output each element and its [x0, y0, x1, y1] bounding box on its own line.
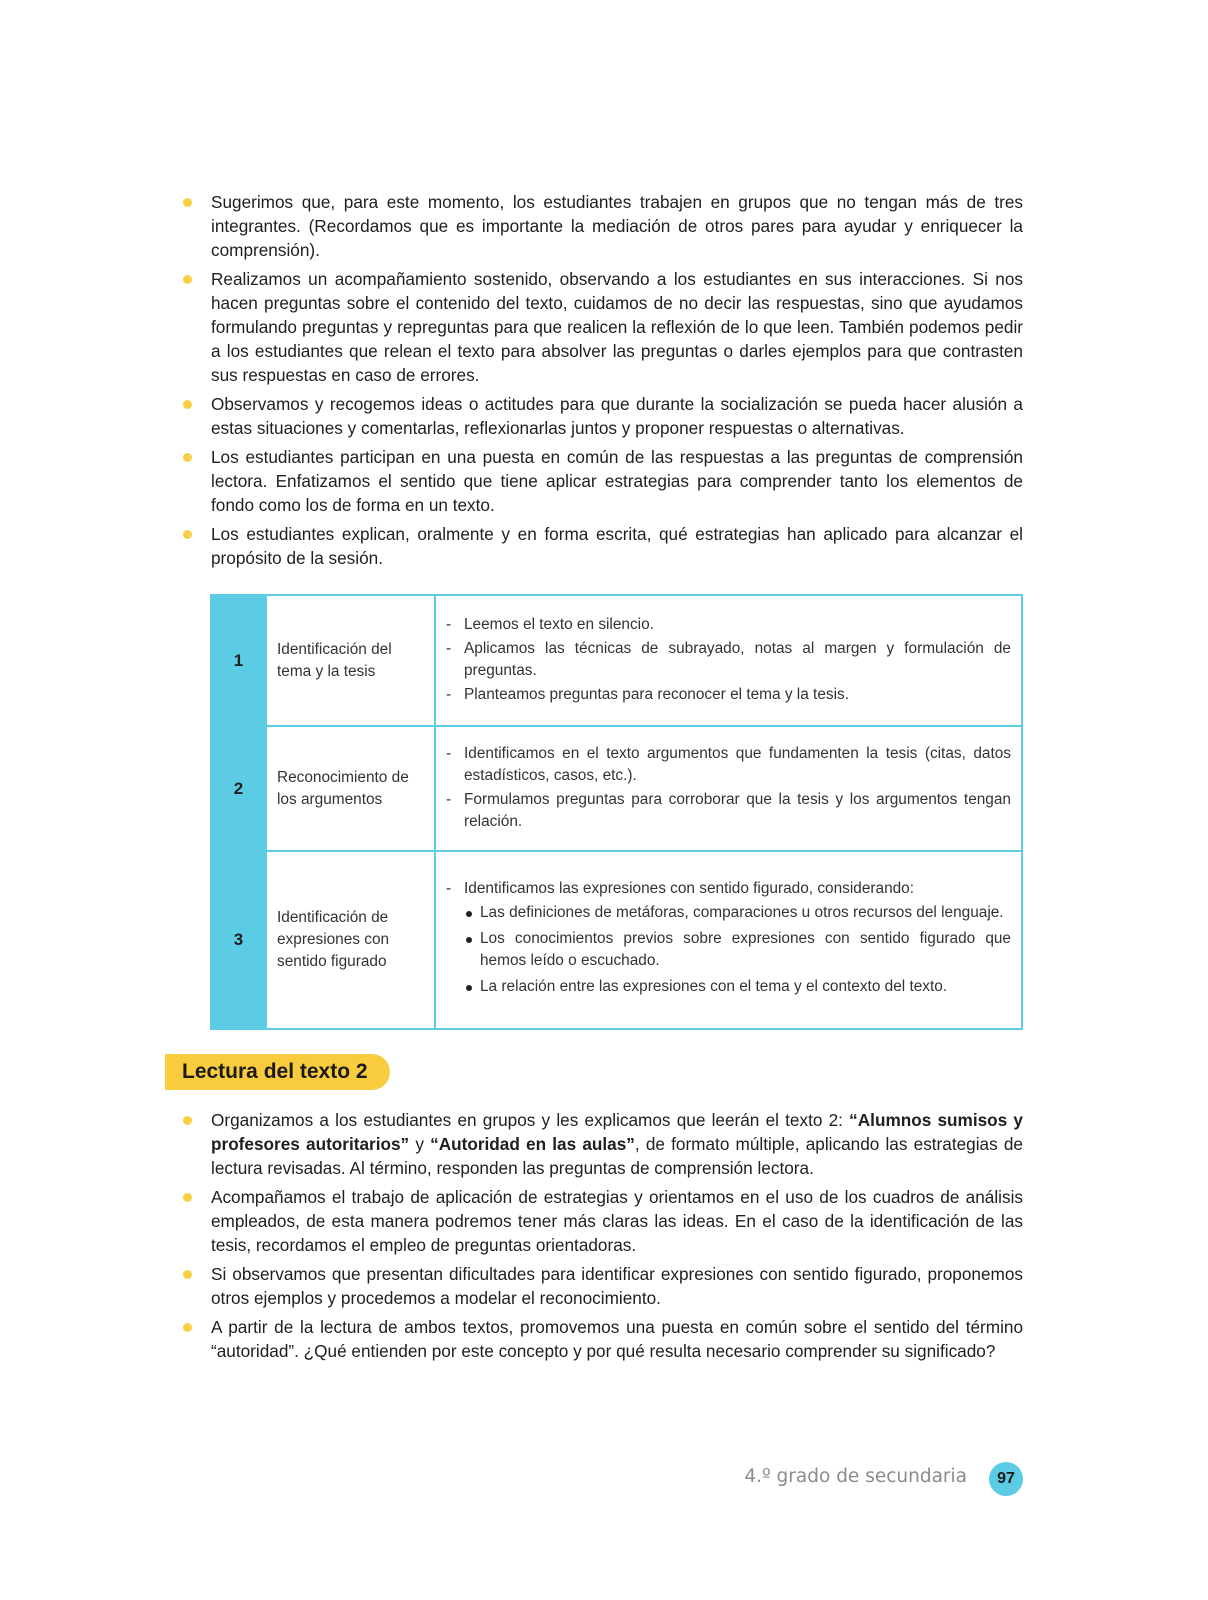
bullet-dot-icon: [183, 1193, 192, 1202]
table-row: [211, 726, 1022, 851]
row-number: 2: [211, 726, 266, 851]
sub-list: [464, 902, 1011, 998]
list-item: Los estudiantes participan en una puesta en común de las respuestas a las preguntas de comprensión lectora. Enfatizamos el sentido que tiene aplicar estrategias para comprender tanto los elementos de fondo como los de forma en un texto.: [183, 445, 1023, 517]
list-item: - Leemos el texto en silencio.: [446, 615, 654, 633]
page-content: [183, 190, 1023, 1368]
bullet-dot-icon: [183, 453, 192, 462]
list-item: A partir de la lectura de ambos textos, promovemos una puesta en común sobre el sentido del término “autoridad”. ¿Qué entienden por este concepto y por qué resulta necesario comprender su significado?: [183, 1315, 1023, 1363]
bullet-dot-icon: [183, 400, 192, 409]
list-item: - Identificamos en el texto argumentos que fundamenten la tesis (citas, datos estadísticos, casos, etc.).: [446, 744, 1011, 784]
strategy-steps: [435, 595, 1022, 726]
bullet-dot-icon: [183, 198, 192, 207]
grade-label: 4.º grado de secundaria: [744, 1466, 967, 1487]
bullet-dot-icon: [183, 275, 192, 284]
bullet-dot-icon: [466, 937, 472, 943]
bullet-dot-icon: [183, 1323, 192, 1332]
list-item: Si observamos que presentan dificultades para identificar expresiones con sentido figurado, proponemos otros ejemplos y procedemos a modelar el reconocimiento.: [183, 1262, 1023, 1310]
strategy-table: [210, 594, 1023, 1030]
row-number: 1: [211, 595, 266, 726]
list-item: - Aplicamos las técnicas de subrayado, notas al margen y formulación de preguntas.: [446, 639, 1011, 679]
row-number: 3: [211, 851, 266, 1029]
list-item: - Formulamos preguntas para corroborar que la tesis y los argumentos tengan relación.: [446, 790, 1011, 830]
list-item: - Planteamos preguntas para reconocer el tema y la tesis.: [446, 685, 849, 703]
list-item: - Identificamos las expresiones con sentido figurado, considerando: Las definiciones de metáforas, comparaciones u otros recursos del lenguaje. Los conocimientos previos sobre expresiones con sentido figurado que hemos leído o escuchado. La relación entre las expresiones con el tema y el contexto del texto.: [446, 878, 1011, 998]
bullet-dot-icon: [466, 985, 472, 991]
page-footer: [700, 1462, 1023, 1498]
strategy-name: Reconocimiento de los argumentos: [266, 726, 435, 851]
table-row: [211, 595, 1022, 726]
list-item: Organizamos a los estudiantes en grupos y les explicamos que leerán el texto 2: “Alumnos sumisos y profesores autoritarios” y “Autoridad en las aulas”, de formato múltiple, aplicando las estrategias de lectura revisadas. Al término, responden las preguntas de comprensión lectora.: [183, 1108, 1023, 1180]
table-row: [211, 851, 1022, 1029]
bullet-dot-icon: [183, 1116, 192, 1125]
bullet-dot-icon: [183, 530, 192, 539]
bullet-dot-icon: [183, 1270, 192, 1279]
list-item: La relación entre las expresiones con el tema y el contexto del texto.: [464, 976, 1011, 998]
reading-bullet-list: [183, 1108, 1023, 1363]
list-item: Las definiciones de metáforas, comparaciones u otros recursos del lenguaje.: [464, 902, 1011, 924]
list-item: Acompañamos el trabajo de aplicación de estrategias y orientamos en el uso de los cuadros de análisis empleados, de esta manera podremos tener más claras las ideas. En el caso de la identificación de las tesis, recordamos el empleo de preguntas orientadoras.: [183, 1185, 1023, 1257]
strategy-name: Identificación del tema y la tesis: [266, 595, 435, 726]
strategy-name: Identificación de expresiones con sentido figurado: [266, 851, 435, 1029]
intro-bullet-list: [183, 190, 1023, 570]
list-item: Los conocimientos previos sobre expresiones con sentido figurado que hemos leído o escuchado.: [464, 928, 1011, 972]
page-number: 97: [989, 1462, 1023, 1496]
strategy-steps: [435, 851, 1022, 1029]
list-item: Realizamos un acompañamiento sostenido, observando a los estudiantes en sus interacciones. Si nos hacen preguntas sobre el contenido del texto, cuidamos de no decir las respuestas, sino que ayudamos formulando preguntas y repreguntas para que realicen la reflexión de lo que leen. También podemos pedir a los estudiantes que relean el texto para absolver las preguntas o darles ejemplos para que contrasten sus respuestas en caso de errores.: [183, 267, 1023, 387]
bullet-dot-icon: [466, 911, 472, 917]
section-title: Lectura del texto 2: [165, 1054, 390, 1090]
list-item: Sugerimos que, para este momento, los estudiantes trabajen en grupos que no tengan más de tres integrantes. (Recordamos que es importante la mediación de otros pares para ayudar y enriquecer la comprensión).: [183, 190, 1023, 262]
strategy-steps: [435, 726, 1022, 851]
list-item: Observamos y recogemos ideas o actitudes para que durante la socialización se pueda hacer alusión a estas situaciones y comentarlas, reflexionarlas juntos y proponer respuestas o alternativas.: [183, 392, 1023, 440]
list-item: Los estudiantes explican, oralmente y en forma escrita, qué estrategias han aplicado para alcanzar el propósito de la sesión.: [183, 522, 1023, 570]
